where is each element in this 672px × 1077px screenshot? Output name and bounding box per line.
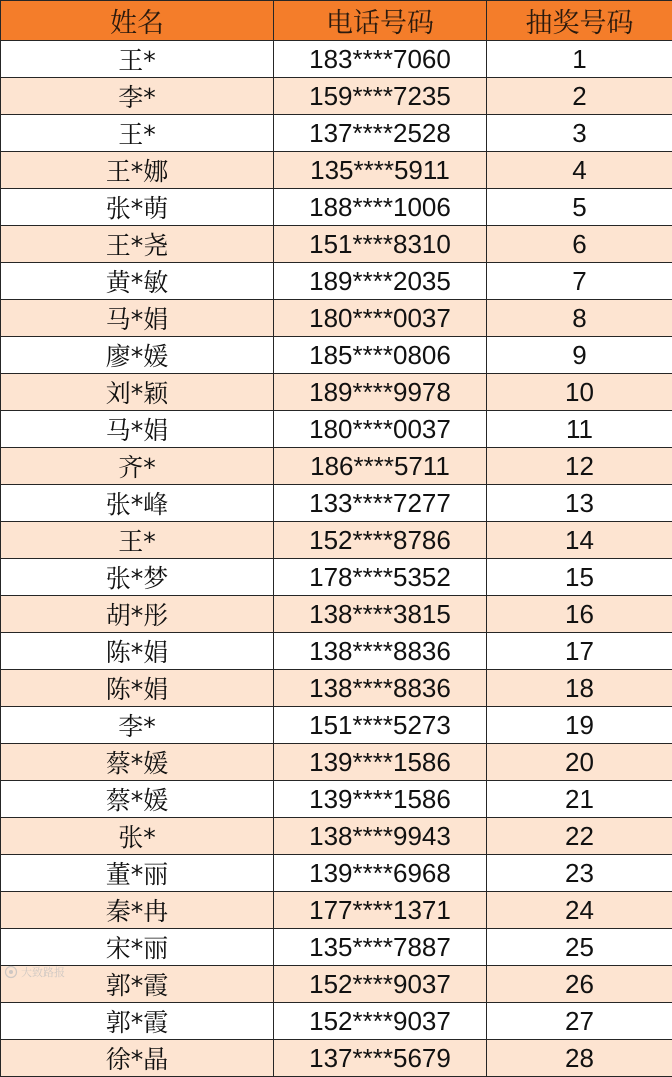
header-lottery-number: 抽奖号码 [487,1,672,41]
phone-cell: 152****9037 [274,966,487,1003]
name-cell: 胡*彤 [1,596,274,633]
name-cell: 黄*敏 [1,263,274,300]
table-row [1,300,672,337]
phone-cell: 139****1586 [274,781,487,818]
lottery-number-cell: 15 [487,559,672,596]
phone-cell: 139****6968 [274,855,487,892]
lottery-number-cell: 23 [487,855,672,892]
lottery-number-cell: 28 [487,1040,672,1077]
lottery-number-cell: 4 [487,152,672,189]
table-row [1,781,672,818]
lottery-number-cell: 24 [487,892,672,929]
name-cell: 王* [1,115,274,152]
lottery-number-cell: 18 [487,670,672,707]
lottery-number-cell: 5 [487,189,672,226]
lottery-number-cell: 7 [487,263,672,300]
table-row [1,448,672,485]
lottery-number-cell: 6 [487,226,672,263]
phone-cell: 138****3815 [274,596,487,633]
name-cell: 马*娟 [1,300,274,337]
table-header [1,1,672,41]
phone-cell: 180****0037 [274,300,487,337]
phone-cell: 188****1006 [274,189,487,226]
table-row [1,744,672,781]
name-cell: 陈*娟 [1,670,274,707]
name-cell: 张*峰 [1,485,274,522]
header-name: 姓名 [1,1,274,41]
name-cell: 王* [1,41,274,78]
name-cell: 蔡*媛 [1,744,274,781]
table-row [1,337,672,374]
name-cell: 廖*媛 [1,337,274,374]
phone-cell: 189****9978 [274,374,487,411]
name-cell: 蔡*媛 [1,781,274,818]
phone-cell: 138****8836 [274,670,487,707]
table-row [1,189,672,226]
name-cell: 王*尧 [1,226,274,263]
lottery-number-cell: 16 [487,596,672,633]
phone-cell: 180****0037 [274,411,487,448]
name-cell: 王* [1,522,274,559]
lottery-number-cell: 27 [487,1003,672,1040]
phone-cell: 138****9943 [274,818,487,855]
table-row [1,818,672,855]
table-row [1,1003,672,1040]
lottery-number-cell: 17 [487,633,672,670]
lottery-number-cell: 20 [487,744,672,781]
phone-cell: 189****2035 [274,263,487,300]
table-row [1,374,672,411]
name-cell: 郭*霞 [1,1003,274,1040]
lottery-number-cell: 22 [487,818,672,855]
name-cell: 秦*冉 [1,892,274,929]
name-cell: 徐*晶 [1,1040,274,1077]
table-row [1,226,672,263]
phone-cell: 151****8310 [274,226,487,263]
name-cell: 王*娜 [1,152,274,189]
name-cell: 张*萌 [1,189,274,226]
table-row [1,892,672,929]
name-cell: 董*丽 [1,855,274,892]
lottery-number-cell: 9 [487,337,672,374]
lottery-number-cell: 3 [487,115,672,152]
lottery-number-cell: 8 [487,300,672,337]
lottery-number-cell: 19 [487,707,672,744]
phone-cell: 137****5679 [274,1040,487,1077]
phone-cell: 159****7235 [274,78,487,115]
phone-cell: 133****7277 [274,485,487,522]
name-cell: 马*娟 [1,411,274,448]
name-cell: 李* [1,707,274,744]
phone-cell: 139****1586 [274,744,487,781]
table-row [1,633,672,670]
table-row [1,115,672,152]
table-row [1,559,672,596]
name-cell: 张* [1,818,274,855]
phone-cell: 152****9037 [274,1003,487,1040]
table-row [1,411,672,448]
lottery-number-cell: 13 [487,485,672,522]
table-row [1,707,672,744]
phone-cell: 178****5352 [274,559,487,596]
lottery-number-cell: 12 [487,448,672,485]
phone-cell: 137****2528 [274,115,487,152]
table-row [1,152,672,189]
phone-cell: 186****5711 [274,448,487,485]
name-cell: 宋*丽 [1,929,274,966]
table-row [1,1040,672,1077]
phone-cell: 138****8836 [274,633,487,670]
phone-cell: 152****8786 [274,522,487,559]
name-cell: 张*梦 [1,559,274,596]
table-row [1,966,672,1003]
table-row [1,929,672,966]
lottery-number-cell: 1 [487,41,672,78]
table-row [1,485,672,522]
phone-cell: 183****7060 [274,41,487,78]
lottery-number-cell: 21 [487,781,672,818]
name-cell: 刘*颖 [1,374,274,411]
table-body [1,41,672,1077]
lottery-number-cell: 11 [487,411,672,448]
phone-cell: 185****0806 [274,337,487,374]
phone-cell: 135****7887 [274,929,487,966]
header-row [1,1,672,41]
name-cell: 齐* [1,448,274,485]
watermark-text: 大致路报 [21,964,65,980]
table-row [1,78,672,115]
lottery-number-cell: 25 [487,929,672,966]
table-row [1,596,672,633]
header-phone: 电话号码 [274,1,487,41]
table-row [1,263,672,300]
table-row [1,522,672,559]
lottery-number-cell: 26 [487,966,672,1003]
name-cell: 陈*娟 [1,633,274,670]
table-row [1,855,672,892]
name-cell: 李* [1,78,274,115]
lottery-number-cell: 10 [487,374,672,411]
phone-cell: 151****5273 [274,707,487,744]
lottery-number-cell: 14 [487,522,672,559]
table-row [1,41,672,78]
table-row [1,670,672,707]
phone-cell: 135****5911 [274,152,487,189]
phone-cell: 177****1371 [274,892,487,929]
lottery-number-cell: 2 [487,78,672,115]
name-cell: 郭*霞 [1,966,274,1003]
